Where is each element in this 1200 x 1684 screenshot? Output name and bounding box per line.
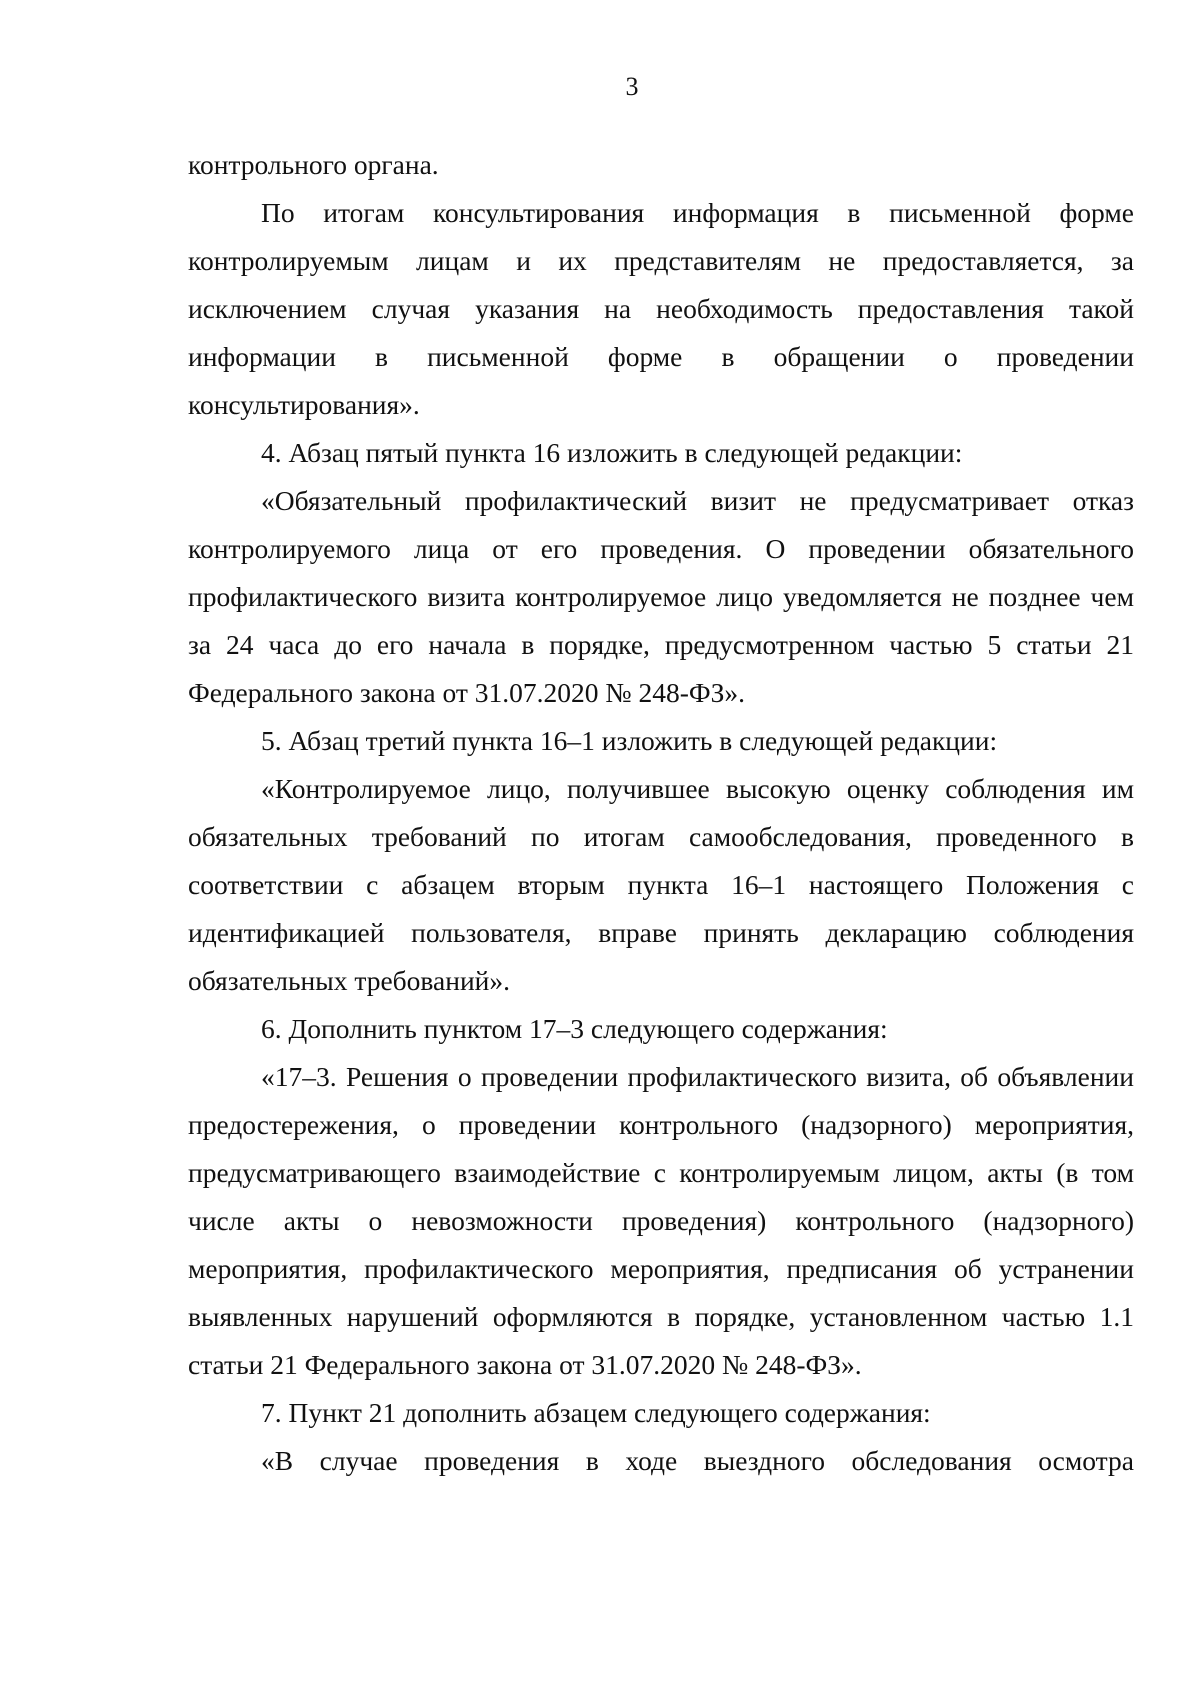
paragraph-item-5-text: «Контролируемое лицо, получившее высокую оценку соблюдения им обязательных требований по итогам самообследования, проведенного в соответствии с абзацем вторым пункта 16–1 настоящего Положения с идентификацией пользователя, вправе принять декларацию соблюдения обязательных требований». — [188, 773, 1134, 996]
paragraph-item-7: 7. Пункт 21 дополнить абзацем следующего содержания: — [261, 1397, 931, 1428]
paragraph-consultation-info: По итогам консультирования информация в письменной форме контролируемым лицам и их представителям не предоставляется, за исключением случая указания на необходимость предоставления такой информации в письменной форме в обращении о проведении консультирования». — [188, 197, 1134, 420]
paragraph-item-7-text: «В случае проведения в ходе выездного обследования осмотра — [261, 1445, 1134, 1476]
paragraph-item-6-text: «17–3. Решения о проведении профилактического визита, об объявлении предостережения, о проведении контрольного (надзорного) мероприятия, предусматривающего взаимодействие с контролируемым лицом, акты (в том числе акты о невозможности проведения) контрольного (надзорного) мероприятия, профилактического мероприятия, предписания об устранении выявленных нарушений оформляются в порядке, установленном частью 1.1 статьи 21 Федерального закона от 31.07.2020 № 248-ФЗ». — [188, 1061, 1134, 1380]
paragraph-item-4: 4. Абзац пятый пункта 16 изложить в следующей редакции: — [261, 437, 963, 468]
paragraph-item-5: 5. Абзац третий пункта 16–1 изложить в следующей редакции: — [261, 725, 998, 756]
page-number: 3 — [625, 72, 639, 101]
paragraph-item-6: 6. Дополнить пунктом 17–3 следующего содержания: — [261, 1013, 888, 1044]
paragraph-item-4-text: «Обязательный профилактический визит не предусматривает отказ контролируемого лица от его проведения. О проведении обязательного профилактического визита контролируемое лицо уведомляется не позднее чем за 24 часа до его начала в порядке, предусмотренном частью 5 статьи 21 Федерального закона от 31.07.2020 № 248-ФЗ». — [188, 485, 1134, 708]
paragraph-continuation: контрольного органа. — [188, 149, 439, 180]
document-body — [188, 141, 1134, 1485]
